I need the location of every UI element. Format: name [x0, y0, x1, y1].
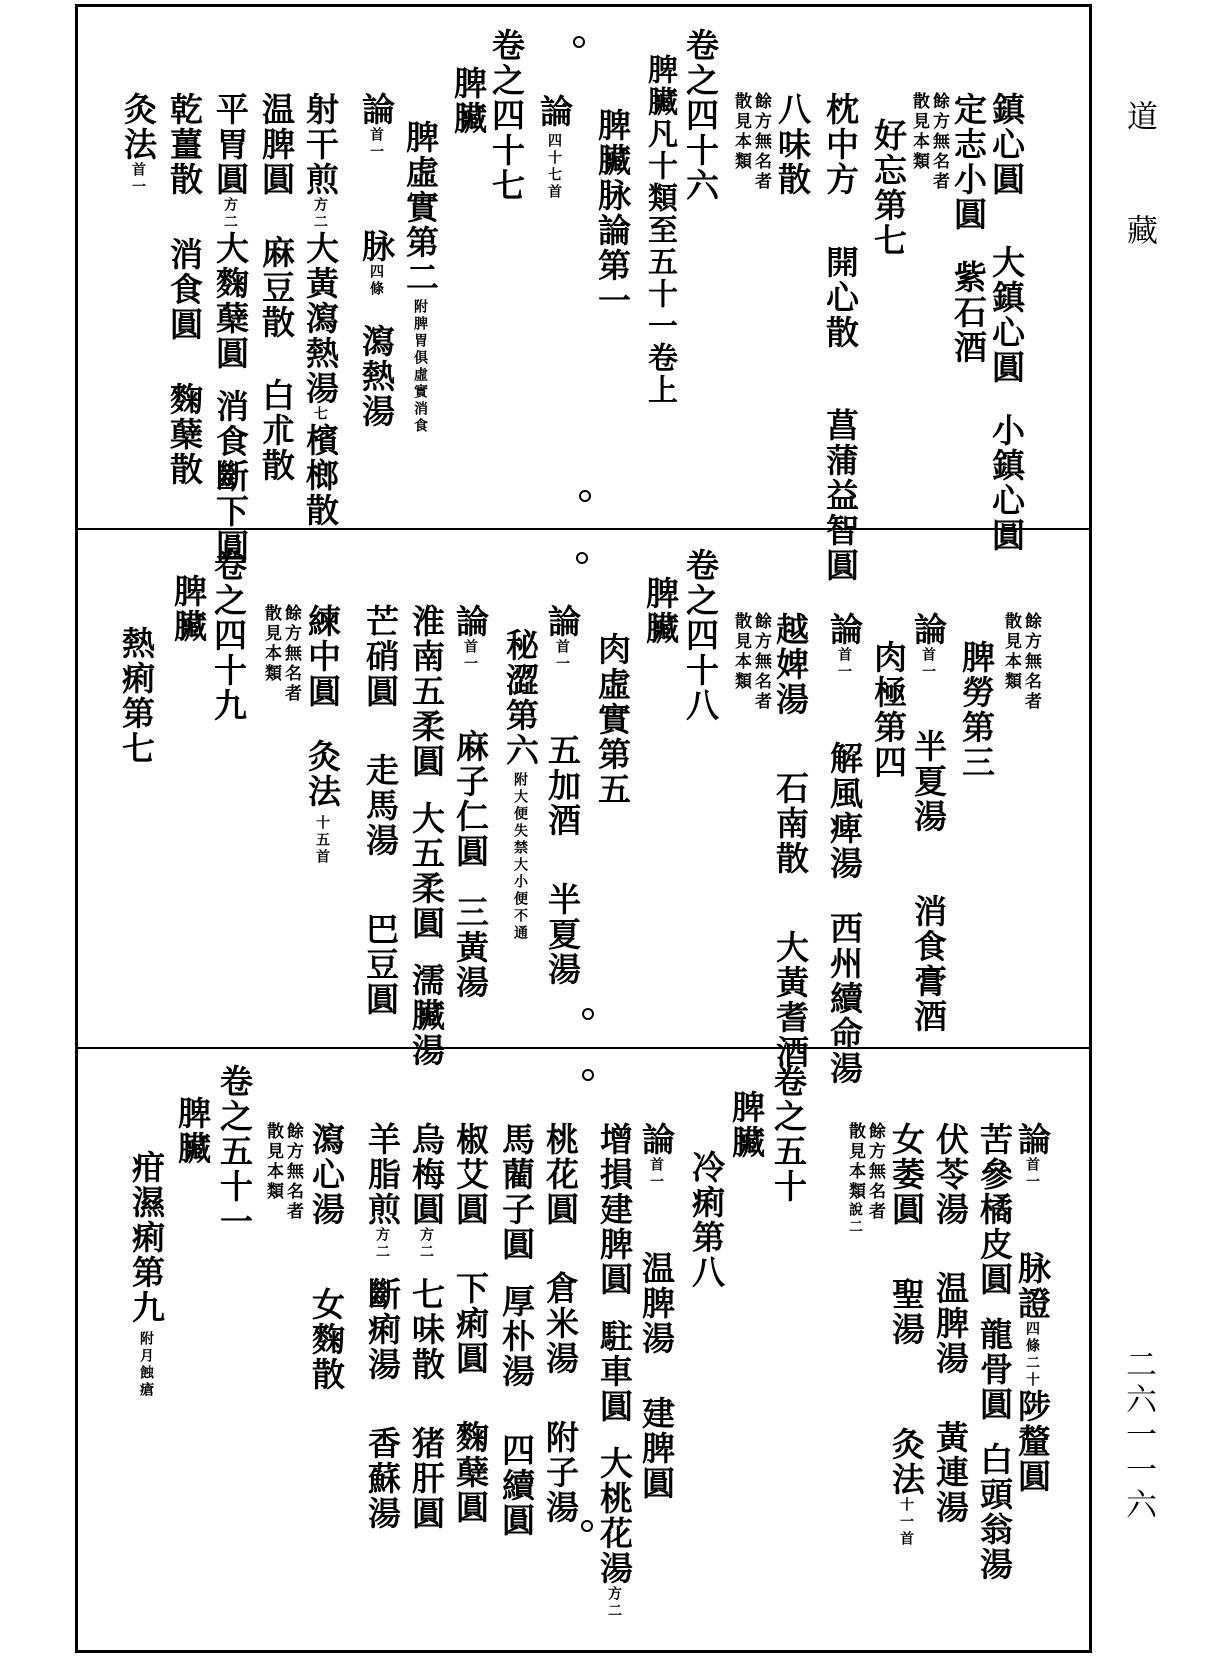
circle-marker [581, 1520, 593, 1532]
note: 散見本類 [731, 92, 751, 172]
organ-label: 脾臟 [727, 1090, 766, 1160]
section-title: 肉虛實第五 [593, 632, 632, 807]
volume-title: 卷之四十六 [681, 28, 720, 203]
entry: 論首一脉證四條二十陟釐圓 [1013, 1122, 1052, 1494]
margin-top-right: 道 藏 [1121, 100, 1157, 271]
entry: 練中圓灸法十五首 [303, 604, 342, 866]
entry: 射干煎方二大黃瀉熱湯七檳榔散 [301, 92, 340, 528]
note: 餘方無名者 [751, 612, 771, 712]
volume-title: 卷之四十七 [487, 28, 526, 203]
volume-title: 卷之四十九 [209, 548, 248, 723]
entry: 八味散 [773, 92, 812, 197]
entry: 羊脂煎方二斷痢湯香蘇湯 [363, 1122, 402, 1531]
organ-label: 脾臟 [449, 66, 488, 136]
volume-title: 卷之四十八 [681, 548, 720, 723]
entry: 論首一脉四條瀉熱湯 [357, 92, 396, 429]
note: 餘方無名者 [929, 92, 949, 192]
circle-marker [573, 36, 585, 48]
note: 散見本類 [261, 604, 281, 684]
note: 散見本類 [1001, 612, 1021, 692]
entry: 定志小圓紫石酒 [949, 92, 988, 365]
entry: 增損建脾圓駐車圓大桃花湯方二 [595, 1122, 634, 1620]
entry: 苦參橘皮圓龍骨圓白頭翁湯 [975, 1122, 1014, 1582]
entry: 論首一解風痺湯西州續命湯 [825, 612, 864, 1086]
note: 餘方無名者 [283, 1122, 303, 1222]
margin-page-number: 二六一一六 [1120, 1348, 1156, 1523]
section-title: 好忘第七 [869, 118, 908, 258]
entry: 論首一半夏湯消食膏酒 [909, 612, 948, 1034]
entry: 論首一五加酒半夏湯 [543, 604, 582, 987]
organ-label: 脾臟 [173, 1096, 212, 1166]
section-title: 肉極第四 [869, 640, 908, 780]
circle-marker [582, 1069, 594, 1081]
entry: 女萎圓聖湯灸法十一首 [887, 1122, 926, 1548]
volume-title: 卷之五十一 [215, 1064, 254, 1239]
entry: 論首一温脾湯建脾圓 [637, 1122, 676, 1501]
section-title: 脾勞第三 [957, 640, 996, 780]
entry: 淮南五柔圓大五柔圓濡臟湯 [407, 604, 446, 1068]
note: 散見本類 [731, 612, 751, 692]
entry: 平胃圓方二大麴蘖圓消食斷下圓 [211, 92, 250, 564]
volume-title: 卷之五十 [769, 1064, 808, 1204]
note: 餘方無名者 [865, 1122, 885, 1222]
organ-label: 脾臟 [641, 576, 680, 646]
section-title: 熱痢第七 [117, 626, 156, 766]
circle-marker [582, 1008, 594, 1020]
note: 餘方無名者 [751, 92, 771, 192]
entry: 灸法首一 [119, 92, 158, 196]
section-title: 冷痢第八 [687, 1150, 726, 1290]
entry: 乾薑散消食圓麴蘖散 [165, 92, 204, 487]
organ-label: 脾臟 [169, 574, 208, 644]
entry: 馬藺子圓厚朴湯四續圓 [497, 1122, 536, 1538]
entry: 烏梅圓方二七味散猪肝圓 [407, 1122, 446, 1531]
volume-scope: 脾臟凡十類至五十一卷上 [642, 54, 677, 406]
band-divider-2 [75, 1047, 1092, 1049]
note: 散見本類 [909, 92, 929, 172]
circle-marker [579, 490, 591, 502]
circle-marker [576, 552, 588, 564]
entry: 瀉心湯女麴散 [307, 1122, 346, 1392]
note: 餘方無名者 [281, 604, 301, 704]
note: 餘方無名者 [1021, 612, 1041, 712]
entry: 椒艾圓下痢圓麴蘖圓 [451, 1122, 490, 1525]
section-title: 秘澀第六附大便失禁大小便不通 [501, 628, 540, 942]
entry: 論首一麻子仁圓三黃湯 [451, 604, 490, 1000]
entry: 論四十七首 [535, 94, 574, 201]
entry: 越婢湯石南散大黃耆酒 [771, 612, 810, 1070]
entry: 鎮心圓大鎮心圓小鎮心圓 [987, 92, 1026, 553]
entry: 温脾圓麻豆散白朮散 [257, 92, 296, 483]
entry: 伏苓湯温脾湯黃連湯 [931, 1122, 970, 1525]
note: 散見本類說二 [845, 1122, 865, 1236]
note: 散見本類 [263, 1122, 283, 1202]
entry: 桃花圓倉米湯附子湯 [541, 1122, 580, 1525]
section-title: 脾臟脉論第一 [593, 108, 632, 318]
entry: 芒硝圓走馬湯巴豆圓 [361, 604, 400, 1017]
section-title: 脾虛實第二附脾胃俱虛實消食 [401, 120, 440, 435]
entry: 枕中方開心散菖蒲益智圓 [821, 92, 860, 583]
section-title: 疳濕痢第九附月蝕瘡 [127, 1150, 166, 1399]
